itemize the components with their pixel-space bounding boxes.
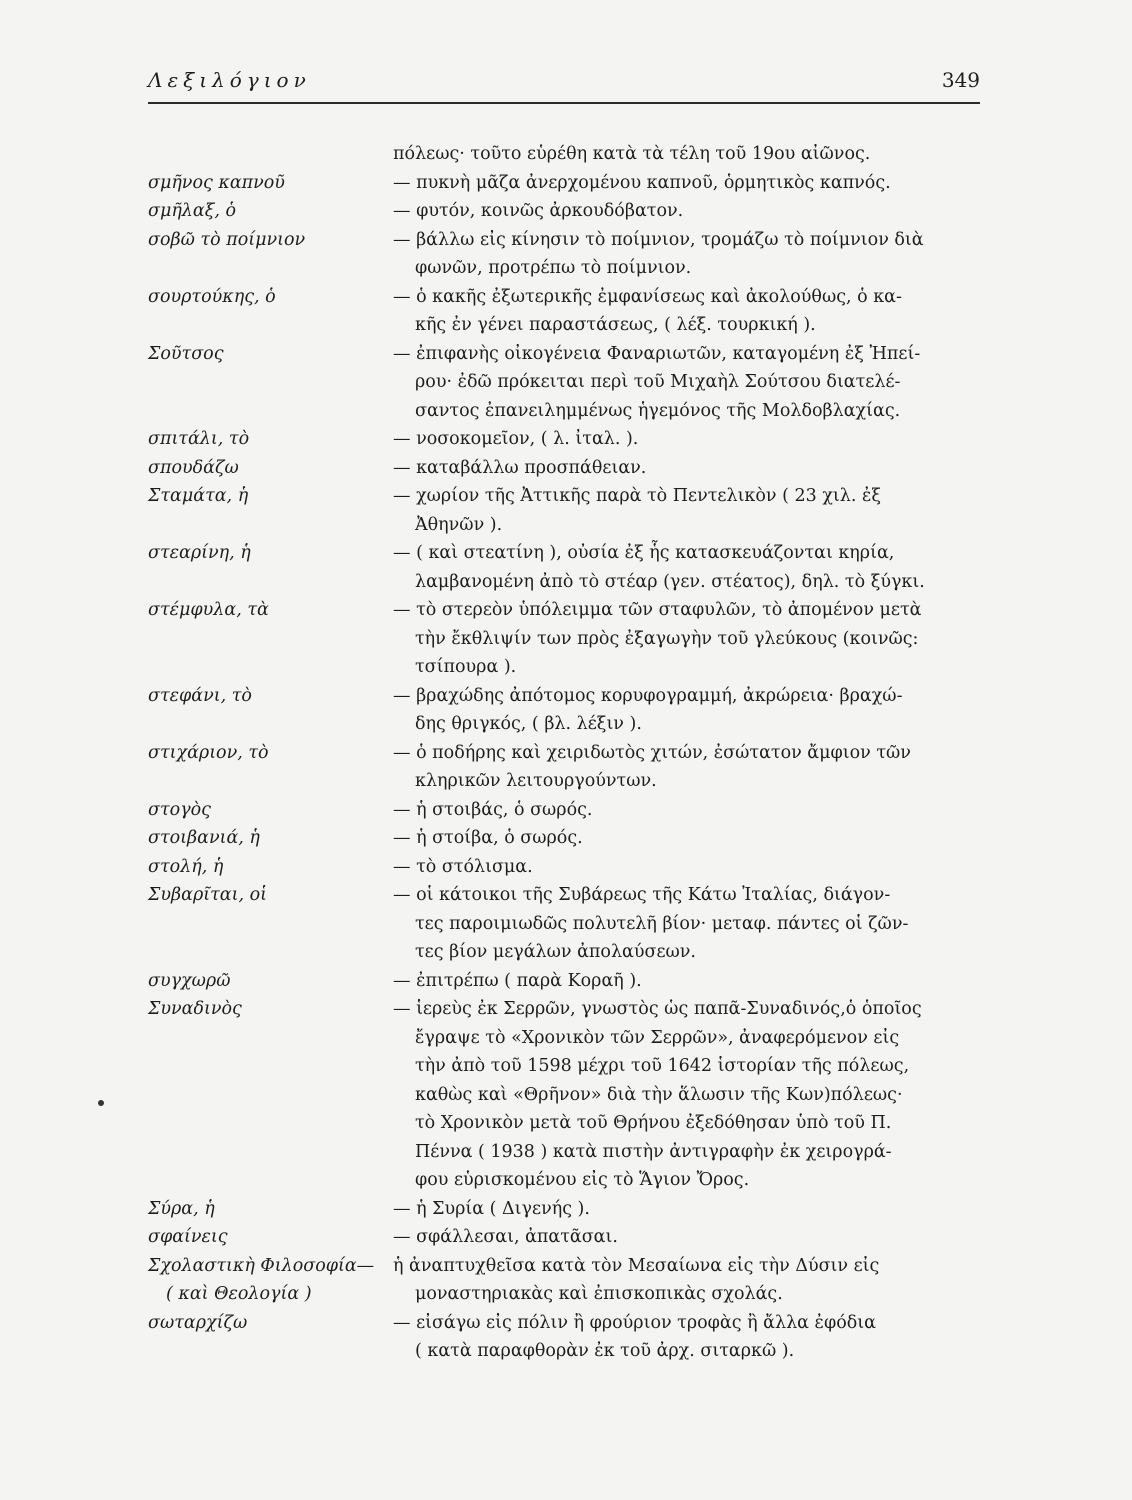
headword-text: στογὸς (148, 799, 211, 820)
headword (148, 454, 393, 483)
definition (393, 967, 980, 996)
glossary-entries (148, 140, 980, 1366)
glossary-entry (148, 739, 980, 796)
headword-text: σπιτάλι, τὸ (148, 429, 250, 449)
headword-text: στεφάνι, τὸ (148, 685, 252, 706)
definition (393, 169, 980, 198)
definition-line: δης θριγκός, ( βλ. λέξιν ). (415, 714, 642, 734)
definition-line: μοναστηριακὰς καὶ ἐπισκοπικὰς σχολάς. (415, 1284, 783, 1304)
headword (148, 995, 393, 1195)
definition-line: — τὸ στερεὸν ὑπόλειμμα τῶν σταφυλῶν, τὸ ἀπομένον μετὰ (393, 600, 922, 620)
definition (393, 682, 980, 739)
glossary-entry (148, 140, 980, 169)
headword (148, 340, 393, 426)
definition-line: — χωρίον τῆς Ἀττικῆς παρὰ τὸ Πεντελικὸν ( 23 χιλ. ἐξ (393, 486, 882, 506)
headword-text: σμῆλαξ, ὁ (148, 201, 237, 221)
headword (148, 796, 393, 825)
headword (148, 140, 393, 169)
headword (148, 682, 393, 739)
definition (393, 539, 980, 596)
definition-line: — τὸ στόλισμα. (393, 856, 533, 877)
definition-line: — ἱερεὺς ἐκ Σερρῶν, γνωστὸς ὡς παπᾶ-Συναδινός,ὁ ὁποῖος (393, 999, 922, 1019)
definition-line: ( κατὰ παραφθορὰν ἐκ τοῦ ἀρχ. σιταρκῶ ). (415, 1341, 795, 1361)
glossary-entry (148, 425, 980, 454)
page-number: 349 (941, 68, 980, 92)
glossary-entry (148, 995, 980, 1195)
definition-line: τὴν ἔκθλιψίν των πρὸς ἐξαγωγὴν τοῦ γλεύκους (κοινῶς: (415, 628, 919, 649)
definition-line: — ἐπιτρέπω ( παρὰ Κοραῆ ). (393, 970, 642, 991)
definition (393, 454, 980, 483)
definition (393, 1195, 980, 1224)
glossary-entry (148, 169, 980, 198)
definition-line: τες βίον μεγάλων ἀπολαύσεων. (415, 942, 696, 962)
headword (148, 226, 393, 283)
definition-line: — ὁ ποδήρης καὶ χειριδωτὸς χιτών, ἐσώτατον ἄμφιον τῶν (393, 742, 911, 763)
definition-line: φωνῶν, προτρέπω τὸ ποίμνιον. (415, 258, 692, 278)
definition (393, 1223, 980, 1252)
definition (393, 853, 980, 882)
definition (393, 1309, 980, 1366)
definition-line: τὸ Χρονικὸν μετὰ τοῦ Θρήνου ἐξεδόθησαν ὑπὸ τοῦ Π. (415, 1113, 892, 1133)
glossary-entry (148, 454, 980, 483)
definition-line: ἔγραψε τὸ «Χρονικὸν τῶν Σερρῶν», ἀναφερόμενον εἰς (415, 1027, 900, 1048)
glossary-entry (148, 967, 980, 996)
definition-line: Ἀθηνῶν ). (415, 514, 503, 535)
glossary-entry (148, 226, 980, 283)
headword-text: στέμφυλα, τὰ (148, 600, 269, 620)
page-title: Λεξιλόγιον (148, 68, 311, 92)
headword (148, 169, 393, 198)
definition-line: τσίπουρα ). (415, 657, 517, 677)
glossary-entry (148, 682, 980, 739)
definition (393, 796, 980, 825)
definition (393, 739, 980, 796)
definition (393, 197, 980, 226)
definition-line: — ὁ κακῆς ἐξωτερικῆς ἐμφανίσεως καὶ ἀκολούθως, ὁ κα- (393, 286, 902, 307)
definition (393, 340, 980, 426)
definition-line: τες παροιμιωδῶς πολυτελῆ βίον· μεταφ. πάντες οἱ ζῶν- (415, 913, 909, 934)
headword (148, 1309, 393, 1366)
glossary-entry (148, 853, 980, 882)
definition-line: λαμβανομένη ἀπὸ τὸ στέαρ (γεν. στέατος), δηλ. τὸ ξύγκι. (415, 571, 925, 592)
headword (148, 1252, 393, 1309)
glossary-entry (148, 197, 980, 226)
headword-text: Συναδινὸς (148, 999, 242, 1019)
glossary-entry (148, 1195, 980, 1224)
headword-text: σμῆνος καπνοῦ (148, 172, 285, 193)
headword (148, 881, 393, 967)
definition-line: τὴν ἀπὸ τοῦ 1598 μέχρι τοῦ 1642 ἱστορίαν τῆς πόλεως, (415, 1056, 910, 1076)
headword-text: στεαρίνη, ἡ (148, 543, 251, 563)
headword-text: στοιβανιά, ἡ (148, 828, 260, 848)
headword-text: συγχωρῶ (148, 970, 231, 991)
glossary-entry (148, 539, 980, 596)
headword-text: σουρτούκης, ὁ (148, 286, 276, 307)
headword-text: σπουδάζω (148, 457, 239, 478)
headword-text: σωταρχίζω (148, 1312, 248, 1333)
definition-line: σαντος ἐπανειλημμένως ἡγεμόνος τῆς Μολδοβλαχίας. (415, 400, 901, 421)
headword (148, 482, 393, 539)
definition-line: — πυκνὴ μᾶζα ἀνερχομένου καπνοῦ, ὁρμητικὸς καπνός. (393, 172, 891, 193)
headword-text: Συβαρῖται, οἱ (148, 885, 267, 905)
definition (393, 140, 980, 169)
headword-text: στιχάριον, τὸ (148, 742, 269, 763)
glossary-entry (148, 596, 980, 682)
definition (393, 824, 980, 853)
headword-text: Σταμάτα, ἡ (148, 486, 249, 506)
glossary-entry (148, 881, 980, 967)
definition-line: καθὼς καὶ «Θρῆνον» διὰ τὴν ἅλωσιν τῆς Κων)πόλεως· (415, 1084, 903, 1105)
headword-text: Σύρα, ἡ (148, 1198, 215, 1219)
definition-line: πόλεως· τοῦτο εὑρέθη κατὰ τὰ τέλη τοῦ 19ου αἰῶνος. (393, 144, 871, 164)
definition-line: — ἐπιφανὴς οἰκογένεια Φαναριωτῶν, καταγομένη ἐξ Ἠπεί- (393, 343, 921, 364)
definition-line: φου εὑρισκομένου εἰς τὸ Ἅγιον Ὄρος. (415, 1170, 750, 1190)
definition-line: ρου· ἐδῶ πρόκειται περὶ τοῦ Μιχαὴλ Σούτσου διατελέ- (415, 372, 901, 392)
definition-line: κῆς ἐν γένει παραστάσεως, ( λέξ. τουρκική ). (415, 315, 816, 335)
definition-line: — οἱ κάτοικοι τῆς Συβάρεως τῆς Κάτω Ἰταλίας, διάγον- (393, 885, 891, 905)
definition-line: Πέννα ( 1938 ) κατὰ πιστὴν ἀντιγραφὴν ἐκ χειρογρά- (415, 1141, 892, 1162)
headword (148, 197, 393, 226)
margin-dot (98, 1100, 104, 1106)
definition (393, 425, 980, 454)
headword (148, 967, 393, 996)
glossary-entry (148, 824, 980, 853)
definition-line: — νοσοκομεῖον, ( λ. ἰταλ. ). (393, 429, 639, 449)
definition (393, 1252, 980, 1309)
headword (148, 283, 393, 340)
headword-text: σοβῶ τὸ ποίμνιον (148, 229, 306, 250)
definition (393, 881, 980, 967)
definition-line: ἡ ἀναπτυχθεῖσα κατὰ τὸν Μεσαίωνα εἰς τὴν Δύσιν εἰς (393, 1255, 880, 1276)
glossary-entry (148, 1252, 980, 1309)
definition-line: — εἰσάγω εἰς πόλιν ἢ φρούριον τροφὰς ἢ ἄλλα ἐφόδια (393, 1312, 876, 1333)
running-header (148, 66, 980, 104)
headword (148, 853, 393, 882)
definition-line: κληρικῶν λειτουργούντων. (415, 771, 657, 791)
definition-line: — βραχώδης ἀπότομος κορυφογραμμή, ἀκρώρεια· βραχώ- (393, 685, 903, 706)
glossary-entry (148, 340, 980, 426)
headword-text: σφαίνεις (148, 1227, 228, 1247)
definition-line: — ἡ στοίβα, ὁ σωρός. (393, 828, 583, 848)
definition-line: — ( καὶ στεατίνη ), οὐσία ἐξ ἧς κατασκευάζονται κηρία, (393, 543, 895, 563)
headword-text: στολή, ἡ (148, 856, 224, 877)
glossary-entry (148, 1223, 980, 1252)
definition (393, 226, 980, 283)
definition-line: — σφάλλεσαι, ἀπατᾶσαι. (393, 1227, 618, 1247)
definition-line: — βάλλω εἰς κίνησιν τὸ ποίμνιον, τρομάζω τὸ ποίμνιον διὰ (393, 229, 924, 250)
headword (148, 596, 393, 682)
headword (148, 425, 393, 454)
glossary-entry (148, 482, 980, 539)
headword (148, 1195, 393, 1224)
glossary-entry (148, 1309, 980, 1366)
definition (393, 596, 980, 682)
headword (148, 1223, 393, 1252)
headword-text-continued: ( καὶ Θεολογία ) (166, 1284, 312, 1304)
glossary-entry (148, 283, 980, 340)
headword (148, 824, 393, 853)
definition-line: — ἡ Συρία ( Διγενής ). (393, 1198, 590, 1219)
headword-text: Σχολαστικὴ Φιλοσοφία— (148, 1255, 375, 1276)
definition-line: — φυτόν, κοινῶς ἀρκουδόβατον. (393, 201, 684, 221)
definition (393, 283, 980, 340)
definition-line: — καταβάλλω προσπάθειαν. (393, 457, 647, 478)
headword (148, 739, 393, 796)
headword-text: Σοῦτσος (148, 343, 224, 364)
glossary-entry (148, 796, 980, 825)
definition-line: — ἡ στοιβάς, ὁ σωρός. (393, 799, 593, 820)
definition (393, 482, 980, 539)
headword (148, 539, 393, 596)
definition (393, 995, 980, 1195)
